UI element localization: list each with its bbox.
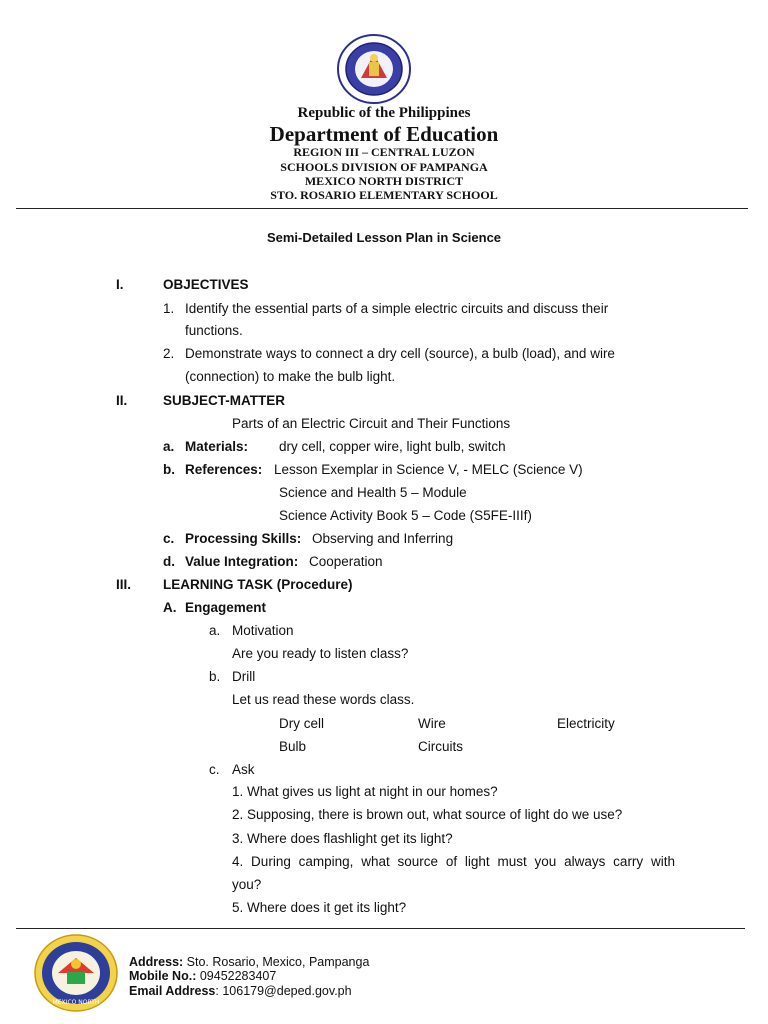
materials-value: dry cell, copper wire, light bulb, switch xyxy=(279,439,506,454)
ask-question: 5. Where does it get its light? xyxy=(232,900,407,915)
subject-topic: Parts of an Electric Circuit and Their Functions xyxy=(232,416,511,431)
drill-text: Let us read these words class. xyxy=(232,692,415,707)
ask-question: you? xyxy=(232,877,262,892)
references-letter: b. xyxy=(163,462,175,477)
deped-seal-icon xyxy=(336,34,412,104)
header-divider xyxy=(16,208,748,209)
drill-label: Drill xyxy=(232,669,256,684)
objective-1-num: 1. xyxy=(163,301,175,316)
footer-email xyxy=(129,984,352,998)
ask-label: Ask xyxy=(232,762,255,777)
drill-word: Electricity xyxy=(557,716,615,731)
footer-divider xyxy=(16,928,745,929)
references-label: References: xyxy=(185,462,263,477)
value-integration-letter: d. xyxy=(163,554,175,569)
subject-matter-heading: SUBJECT-MATTER xyxy=(163,393,286,408)
reference-1: Lesson Exemplar in Science V, - MELC (Science V) xyxy=(274,462,583,477)
drill-word: Circuits xyxy=(418,739,464,754)
materials-letter: a. xyxy=(163,439,175,454)
engagement-letter: A. xyxy=(163,600,177,615)
subject-matter-numeral: II. xyxy=(116,393,128,408)
motivation-label: Motivation xyxy=(232,623,294,638)
address-label: Address: xyxy=(129,955,184,969)
learning-task-heading: LEARNING TASK (Procedure) xyxy=(163,577,353,592)
value-integration-value: Cooperation xyxy=(309,554,383,569)
value-integration-label: Value Integration: xyxy=(185,554,299,569)
school-seal-icon xyxy=(34,934,118,1012)
processing-value: Observing and Inferring xyxy=(312,531,454,546)
division-text: SCHOOLS DIVISION OF PAMPANGA xyxy=(280,160,488,174)
email-label: Email Address xyxy=(129,984,216,998)
department-title: Department of Education xyxy=(269,122,499,146)
drill-word: Dry cell xyxy=(279,716,325,731)
engagement-label: Engagement xyxy=(185,600,267,615)
materials-label: Materials: xyxy=(185,439,249,454)
processing-label: Processing Skills: xyxy=(185,531,302,546)
motivation-letter: a. xyxy=(209,623,221,638)
drill-word: Wire xyxy=(418,716,446,731)
objective-1-line1: Identify the essential parts of a simple electric circuits and discuss their xyxy=(185,301,609,316)
ask-question: 3. Where does flashlight get its light? xyxy=(232,831,453,846)
footer-address xyxy=(129,955,369,969)
drill-letter: b. xyxy=(209,669,221,684)
mobile-label: Mobile No.: xyxy=(129,969,197,983)
school-text: STO. ROSARIO ELEMENTARY SCHOOL xyxy=(270,188,498,202)
ask-letter: c. xyxy=(209,762,220,777)
school-seal-caption: MEXICO NORTH xyxy=(52,999,100,1006)
republic-text: Republic of the Philippines xyxy=(297,105,471,121)
objectives-heading: OBJECTIVES xyxy=(163,277,249,292)
processing-letter: c. xyxy=(163,531,175,546)
objectives-numeral: I. xyxy=(116,277,124,292)
ask-question: 4. During camping, what source of light must you always carry with xyxy=(232,854,675,869)
reference-3: Science Activity Book 5 – Code (S5FE-IIIf) xyxy=(279,508,532,523)
objective-2-line1: Demonstrate ways to connect a dry cell (source), a bulb (load), and wire xyxy=(185,346,615,361)
drill-word: Bulb xyxy=(279,739,307,754)
footer-mobile xyxy=(129,969,276,983)
email-value[interactable]: : 106179@deped.gov.ph xyxy=(215,984,352,998)
ask-question: 2. Supposing, there is brown out, what source of light do we use? xyxy=(232,807,623,822)
ask-question: 1. What gives us light at night in our homes? xyxy=(232,784,498,799)
district-text: MEXICO NORTH DISTRICT xyxy=(304,174,464,188)
learning-task-numeral: III. xyxy=(116,577,132,592)
objective-2-num: 2. xyxy=(163,346,175,361)
objective-2-line2: (connection) to make the bulb light. xyxy=(185,369,396,384)
reference-2: Science and Health 5 – Module xyxy=(279,485,467,500)
motivation-text: Are you ready to listen class? xyxy=(232,646,409,661)
objective-1-line2: functions. xyxy=(185,323,243,338)
mobile-value: 09452283407 xyxy=(199,969,277,983)
lesson-plan-title: Semi-Detailed Lesson Plan in Science xyxy=(266,230,502,245)
address-value: Sto. Rosario, Mexico, Pampanga xyxy=(186,955,370,969)
region-text: REGION III – CENTRAL LUZON xyxy=(293,145,475,159)
